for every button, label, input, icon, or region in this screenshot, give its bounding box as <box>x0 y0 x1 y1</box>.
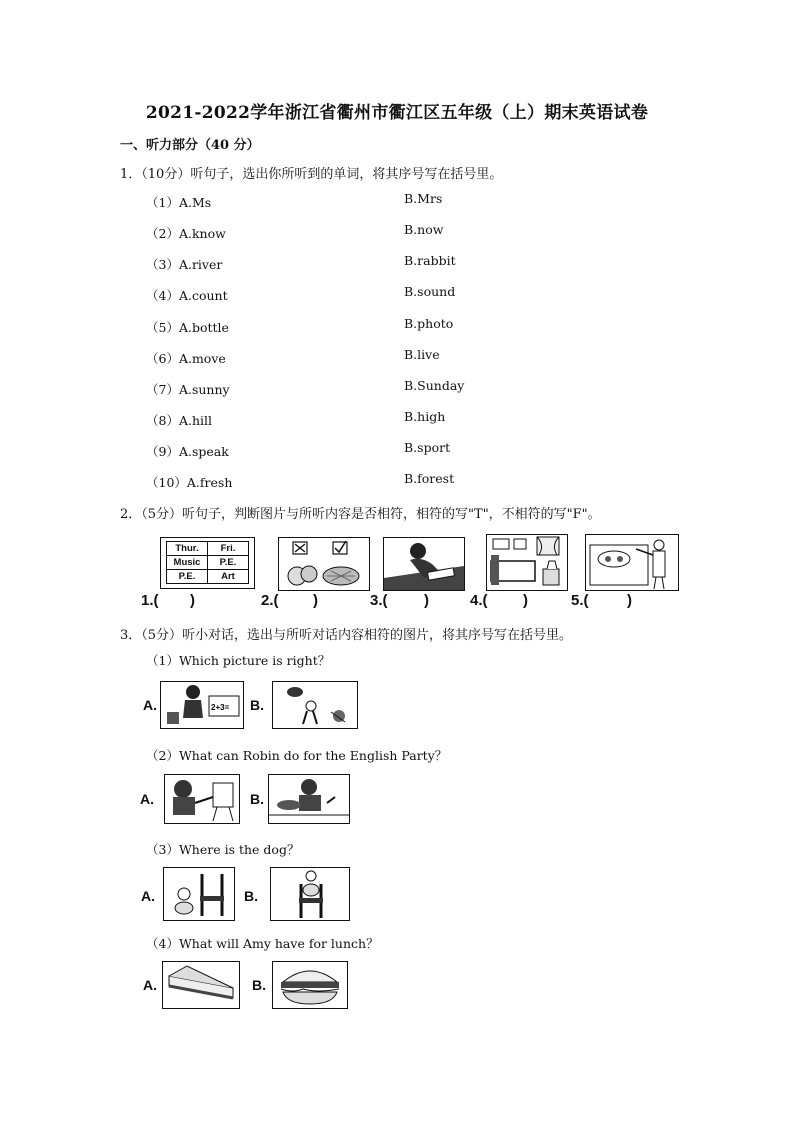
option-a: （1）A.Ms <box>146 195 212 210</box>
food-choice-picture <box>278 537 370 591</box>
option-b: B.rabbit <box>404 253 456 268</box>
dog-beside-chair-picture <box>163 867 235 921</box>
answer-blank[interactable]: 3.( <box>370 592 388 609</box>
option-b: B.high <box>404 409 446 424</box>
option-label-b: B. <box>250 791 264 807</box>
answer-blank-close: ) <box>627 592 632 609</box>
football-drawing <box>273 682 357 728</box>
section-heading: 一、听力部分（40 分） <box>120 138 260 153</box>
bedroom-drawing <box>487 535 567 590</box>
dog-on-chair-drawing <box>271 868 349 920</box>
robot-painting-picture <box>164 774 240 824</box>
option-b: B.Mrs <box>404 191 443 206</box>
option-a: （4）A.count <box>146 288 228 303</box>
option-label-b: B. <box>244 888 258 904</box>
teacher-picture <box>585 534 679 591</box>
answer-blank[interactable]: 1.( <box>141 592 159 609</box>
option-b: B.live <box>404 347 440 362</box>
robot-math-drawing <box>161 682 243 728</box>
answer-blank-close: ) <box>523 592 528 609</box>
hamburger-drawing <box>273 962 347 1008</box>
option-b: B.sport <box>404 440 451 455</box>
option-label-a: A. <box>141 888 155 904</box>
answer-blank-close: ) <box>313 592 318 609</box>
option-a: （3）A.river <box>146 257 223 272</box>
option-b: B.now <box>404 222 444 237</box>
robot-cooking-drawing <box>269 775 349 823</box>
schedule-picture <box>160 537 255 589</box>
option-a: （6）A.move <box>146 351 226 366</box>
hamburger-picture <box>272 961 348 1009</box>
dog-beside-chair-drawing <box>164 868 234 920</box>
teacher-drawing <box>586 535 678 590</box>
dog-on-chair-picture <box>270 867 350 921</box>
schedule-cell: Art <box>208 570 249 584</box>
option-b: B.photo <box>404 316 454 331</box>
football-picture <box>272 681 358 729</box>
answer-blank[interactable]: 5.( <box>571 592 589 609</box>
option-b: B.sound <box>404 284 456 299</box>
question-2-stem: 2．（5分）听句子，判断图片与所听内容是否相符，相符的写"T"，不相符的写"F"。 <box>120 507 601 522</box>
question-3-sub-3: （3）Where is the dog？ <box>146 842 300 857</box>
robot-math-picture <box>160 681 244 729</box>
page-title: 2021-2022学年浙江省衢州市衢江区五年级（上）期末英语试卷 <box>145 103 649 123</box>
boy-drawing-picture <box>383 537 465 591</box>
bedroom-picture <box>486 534 568 591</box>
robot-cooking-picture <box>268 774 350 824</box>
option-label-a: A. <box>140 791 154 807</box>
option-a: （10）A.fresh <box>146 475 233 490</box>
option-label-b: B. <box>250 697 264 713</box>
schedule-cell: Thur. <box>167 542 208 556</box>
option-b: B.forest <box>404 471 455 486</box>
option-b: B.Sunday <box>404 378 465 393</box>
option-a: （8）A.hill <box>146 413 212 428</box>
schedule-cell: Music <box>167 556 208 570</box>
robot-painting-drawing <box>165 775 239 823</box>
boy-drawing-drawing <box>384 538 464 590</box>
option-a: （9）A.speak <box>146 444 229 459</box>
question-3-sub-2: （2）What can Robin do for the English Party？ <box>146 748 448 763</box>
option-label-b: B. <box>252 977 266 993</box>
option-label-a: A. <box>143 697 157 713</box>
option-a: （2）A.know <box>146 226 226 241</box>
answer-blank[interactable]: 4.( <box>470 592 488 609</box>
question-3-stem: 3．（5分）听小对话，选出与所听对话内容相符的图片，将其序号写在括号里。 <box>120 628 573 643</box>
board-text: 2+3= <box>211 703 230 712</box>
answer-blank[interactable]: 2.( <box>261 592 279 609</box>
sandwich-drawing <box>163 962 239 1008</box>
option-a: （5）A.bottle <box>146 320 229 335</box>
food-choice-drawing <box>279 538 369 590</box>
question-3-sub-1: （1）Which picture is right？ <box>146 653 331 668</box>
sandwich-picture <box>162 961 240 1009</box>
option-label-a: A. <box>143 977 157 993</box>
answer-blank-close: ) <box>190 592 195 609</box>
answer-blank-close: ) <box>424 592 429 609</box>
schedule-cell: P.E. <box>167 570 208 584</box>
schedule-cell: Fri. <box>208 542 249 556</box>
option-a: （7）A.sunny <box>146 382 230 397</box>
schedule-cell: P.E. <box>208 556 249 570</box>
question-3-sub-4: （4）What will Amy have for lunch？ <box>146 936 379 951</box>
question-1-stem: 1．（10分）听句子，选出你所听到的单词，将其序号写在括号里。 <box>120 167 503 182</box>
